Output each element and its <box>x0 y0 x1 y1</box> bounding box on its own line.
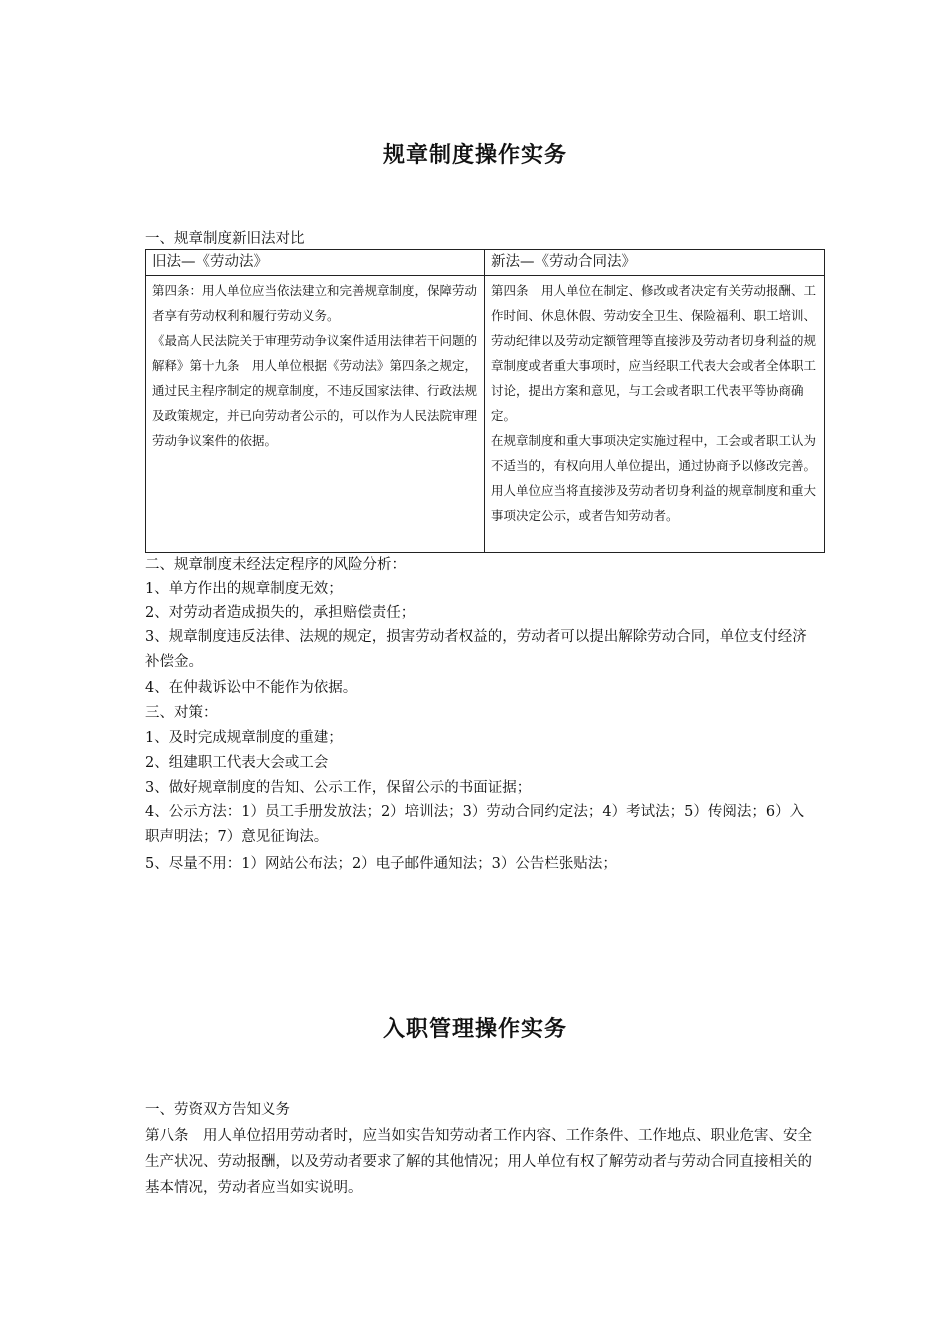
new-law-paragraph: 在规章制度和重大事项决定实施过程中，工会或者职工认为不适当的，有权向用人单位提出，通过协商予以修改完善。 <box>491 433 817 473</box>
new-law-paragraph: 用人单位应当将直接涉及劳动者切身利益的规章制度和重大事项决定公示，或者告知劳动者。 <box>491 483 817 523</box>
article-8-text: 第八条 用人单位招用劳动者时，应当如实告知劳动者工作内容、工作条件、工作地点、职业危害、安全生产状况、劳动报酬，以及劳动者要求了解的其他情况；用人单位有权了解劳动者与劳动合同直接相关的基本情况，劳动者应当如实说明。 <box>145 1128 812 1196</box>
measure-item: 5、尽量不用：1）网站公布法；2）电子邮件通知法；3）公告栏张贴法； <box>145 856 617 872</box>
old-law-header: 旧法—《劳动法》 <box>146 250 485 276</box>
table-body-row <box>146 276 825 553</box>
measure-item: 3、做好规章制度的告知、公示工作，保留公示的书面证据； <box>145 780 532 796</box>
section1-title: 规章制度操作实务 <box>382 143 567 168</box>
risk-item: 1、单方作出的规章制度无效； <box>145 581 343 597</box>
risk-item: 4、在仲裁诉讼中不能作为依据。 <box>145 680 358 696</box>
section1-heading-risk: 二、规章制度未经法定程序的风险分析： <box>145 557 406 573</box>
old-law-paragraph: 第四条：用人单位应当依法建立和完善规章制度，保障劳动者享有劳动权利和履行劳动义务。 <box>152 283 478 323</box>
section1-heading-measures: 三、对策： <box>145 705 218 721</box>
new-law-paragraph: 第四条 用人单位在制定、修改或者决定有关劳动报酬、工作时间、休息休假、劳动安全卫生、保险福利、职工培训、劳动纪律以及劳动定额管理等直接涉及劳动者切身利益的规章制度或者重大事项时，应当经职工代表大会或者全体职工讨论，提出方案和意见，与工会或者职工代表平等协商确定。 <box>491 283 817 423</box>
measure-item: 2、组建职工代表大会或工会 <box>145 755 329 771</box>
section2-title: 入职管理操作实务 <box>382 1017 567 1042</box>
old-law-paragraph: 《最高人民法院关于审理劳动争议案件适用法律若干问题的解释》第十九条 用人单位根据《劳动法》第四条之规定，通过民主程序制定的规章制度，不违反国家法律、行政法规及政策规定，并已向劳动者公示的，可以作为人民法院审理劳动争议案件的依据。 <box>152 333 478 448</box>
new-law-cell <box>485 276 825 553</box>
risk-item: 3、规章制度违反法律、法规的规定，损害劳动者权益的，劳动者可以提出解除劳动合同，单位支付经济补偿金。 <box>145 629 807 670</box>
new-law-header: 新法—《劳动合同法》 <box>485 250 825 276</box>
old-law-cell <box>146 276 485 553</box>
section1-heading-comparison: 一、规章制度新旧法对比 <box>145 231 305 247</box>
risk-item: 2、对劳动者造成损失的，承担赔偿责任； <box>145 605 416 621</box>
section2-heading-disclosure: 一、劳资双方告知义务 <box>145 1102 290 1118</box>
law-comparison-table <box>145 249 825 553</box>
measure-item: 4、公示方法：1）员工手册发放法；2）培训法；3）劳动合同约定法；4）考试法；5）传阅法；6）入职声明法；7）意见征询法。 <box>145 804 805 845</box>
table-header-row <box>146 250 825 276</box>
measure-item: 1、及时完成规章制度的重建； <box>145 730 343 746</box>
